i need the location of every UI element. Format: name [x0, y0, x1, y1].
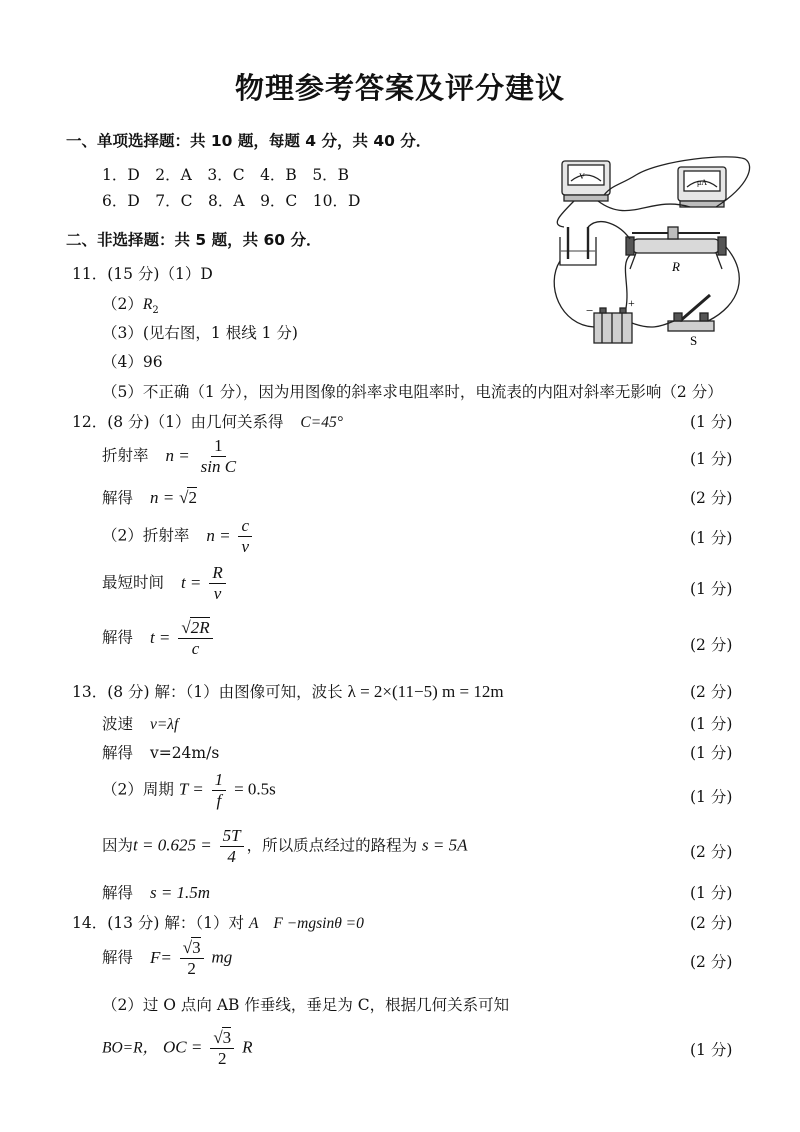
q13-v-eq: v=λf — [149, 716, 179, 733]
q13-t-eq: t = 0.625 = — [133, 835, 212, 855]
answers-row-1: 1．D 2．A 3．C 4．B 5．B — [102, 166, 350, 184]
q13-f: f — [216, 791, 222, 810]
q14-bo-oc — [102, 1028, 252, 1069]
microammeter-icon — [678, 167, 726, 207]
q12-part2-label: （2）折射率 — [102, 526, 190, 545]
voltmeter-label: V — [579, 172, 585, 181]
microammeter-label: μA — [696, 178, 708, 187]
q11-part3: （3）(见右图，1 根线 1 分) — [102, 324, 298, 342]
q13-s-result: s = 1.5m — [149, 883, 211, 902]
q14-sqrt3: √3 — [180, 938, 204, 959]
q12-head-text: 12．(8 分)（1）由几何关系得 — [72, 413, 284, 431]
q13-speed-label: 波速 — [102, 715, 134, 733]
battery-icon — [594, 308, 632, 343]
q11-r: R — [142, 296, 153, 313]
battery-minus-label: − — [586, 303, 594, 318]
q12-solve2-label: 解得 — [102, 628, 134, 647]
q12-c45: C=45° — [300, 414, 343, 431]
switch-label: S — [690, 333, 698, 348]
q14-bo: BO=R， — [102, 1039, 159, 1057]
q13-points-5: (2 分) — [690, 843, 733, 861]
q12-refraction — [102, 436, 242, 477]
q14-sqrt3b: √3 — [210, 1028, 234, 1049]
q12-points-4: (1 分) — [690, 529, 733, 547]
battery-plus-label: + — [628, 296, 635, 310]
q13-solve-label: 解得 — [102, 744, 134, 762]
q14-points-3: (1 分) — [690, 1041, 733, 1059]
q12-n-eq: n = — [165, 445, 190, 465]
q12-t-eq: t = — [180, 572, 202, 592]
q12-points-3: (2 分) — [690, 489, 733, 507]
q12-refraction-label: 折射率 — [102, 446, 149, 465]
q12-t-eq2: t = — [149, 627, 171, 647]
q14-part2: （2）过 O 点向 AB 作垂线，垂足为 C，根据几何关系可知 — [102, 996, 510, 1014]
q12-solve-t — [102, 618, 216, 659]
q13-solve2-label: 解得 — [102, 884, 134, 902]
q13-one: 1 — [212, 770, 227, 791]
q14-F-eq: F= — [149, 947, 172, 967]
q13-T-eq: T = — [178, 779, 204, 799]
q13-fraction-1 — [212, 770, 227, 811]
q13-points-3: (1 分) — [690, 744, 733, 762]
q12-sqrt2: √2 — [179, 488, 197, 507]
q13-period — [102, 770, 276, 811]
q12-sqrt2-radicand: 2 — [188, 488, 197, 507]
q14-solve-label: 解得 — [102, 948, 134, 967]
q14-mg: mg — [211, 947, 233, 967]
q12-fraction-1 — [198, 436, 239, 477]
q12-frac-den: sin C — [200, 457, 237, 476]
beaker-icon — [560, 227, 596, 265]
q12-c2: c — [191, 639, 200, 658]
q13-lambda: λ = 2×(11−5) m = 12m — [347, 682, 504, 701]
q12-min-time-label: 最短时间 — [102, 573, 165, 592]
q12-v: v — [241, 537, 250, 556]
page-title: 物理参考答案及评分建议 — [234, 71, 565, 105]
circuit-diagram — [540, 155, 765, 350]
q12-solve-label: 解得 — [102, 489, 134, 507]
q13-T-result: = 0.5s — [234, 779, 276, 799]
q14-two: 2 — [187, 959, 196, 978]
q12-solve-n — [102, 486, 197, 508]
q14-A: A — [248, 915, 259, 932]
q12-v2: v — [213, 584, 222, 603]
q12-fraction-3 — [209, 563, 225, 604]
q13-solve-s — [102, 881, 210, 903]
answers-row-2: 6．D 7．C 8．A 9．C 10．D — [102, 192, 361, 210]
q13-head-text: 13．(8 分) 解：（1）由图像可知，波长 — [72, 683, 343, 701]
q13-speed — [102, 712, 178, 734]
switch-icon — [668, 295, 714, 331]
q11-r-sub: 2 — [152, 305, 159, 317]
q12-n2: n = — [149, 488, 175, 507]
q14-head — [72, 911, 364, 933]
q14-two2: 2 — [217, 1049, 227, 1068]
voltmeter-icon — [562, 161, 610, 201]
rheostat-label: R — [672, 259, 680, 274]
q13-5T: 5T — [220, 826, 244, 847]
q13-points-1: (2 分) — [690, 683, 733, 701]
q14-fraction-2 — [210, 1028, 234, 1069]
q13-s5A: s = 5A — [422, 835, 468, 855]
q12-part2 — [102, 516, 255, 557]
q12-n-cv: n = — [206, 525, 231, 545]
q13-because — [102, 826, 468, 867]
q12-points-6: (2 分) — [690, 636, 733, 654]
q12-points-2: (1 分) — [690, 450, 733, 468]
q12-sqrt2R: √2R — [178, 618, 212, 639]
q12-min-time — [102, 563, 229, 604]
q12-c: c — [238, 516, 252, 537]
q13-points-2: (1 分) — [690, 715, 733, 733]
q13-4: 4 — [227, 847, 236, 866]
q13-points-6: (1 分) — [690, 884, 733, 902]
q11-part5: （5）不正确（1 分），因为用图像的斜率求电阻率时，电流表的内阻对斜率无影响（2 分） — [102, 383, 723, 401]
q14-points-1: (2 分) — [690, 914, 733, 932]
q12-head — [72, 410, 343, 432]
q14-points-2: (2 分) — [690, 953, 733, 971]
q13-fraction-2 — [220, 826, 244, 867]
q12-points-1: (1 分) — [690, 413, 733, 431]
q14-oc-eq: OC = — [163, 1037, 203, 1057]
q12-fraction-4 — [178, 618, 212, 659]
q13-period-label: （2）周期 — [102, 780, 174, 799]
q14-R: R — [242, 1037, 253, 1057]
q13-head — [72, 680, 504, 702]
q14-fraction-1 — [180, 938, 204, 979]
q13-solve-v — [102, 741, 219, 763]
q14-head-text: 14．(13 分) 解：（1）对 — [72, 914, 245, 932]
q12-points-5: (1 分) — [690, 580, 733, 598]
section-heading-1: 一、单项选择题：共 10 题，每题 4 分，共 40 分． — [66, 132, 432, 150]
q11-part4: （4）96 — [102, 353, 163, 371]
q12-fraction-2 — [238, 516, 252, 557]
q13-points-4: (1 分) — [690, 788, 733, 806]
q11-part2 — [102, 292, 159, 316]
q13-because-label: 因为 — [102, 836, 134, 855]
q11-head: 11．(15 分)（1）D — [72, 265, 213, 283]
q12-R: R — [209, 563, 225, 584]
q11-part2-label: （2） — [102, 295, 143, 313]
q14-solve-F — [102, 938, 232, 979]
q14-equation: F −mgsinθ =0 — [273, 915, 364, 932]
q13-so-text: ，所以质点经过的路程为 — [246, 836, 418, 855]
section-heading-2: 二、非选择题：共 5 题，共 60 分． — [66, 231, 322, 249]
q12-frac-num: 1 — [211, 436, 226, 457]
q13-v-result: v=24m/s — [149, 744, 220, 762]
